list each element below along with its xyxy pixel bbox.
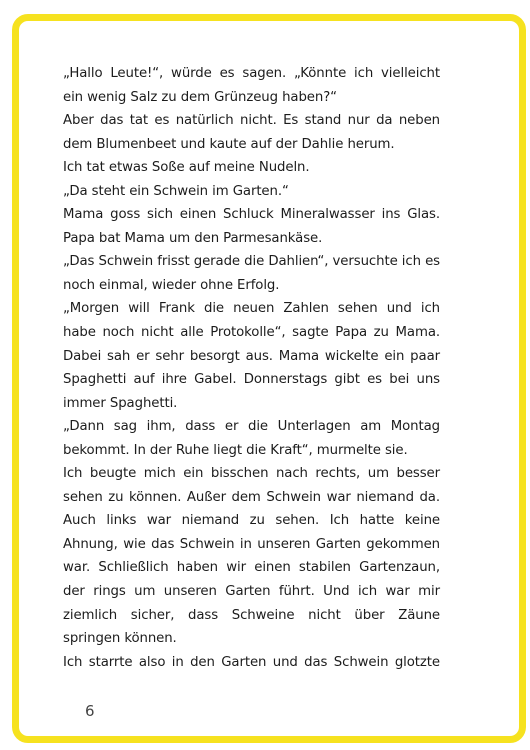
text-line: ziemlich sicher, dass Schweine nicht über Zäune: [63, 607, 440, 623]
text-line: der rings um unseren Garten führt. Und ich war mir: [63, 584, 440, 600]
text-line: bekommt. In der Ruhe liegt die Kraft“, murmelte sie.: [63, 442, 408, 458]
text-line: ein wenig Salz zu dem Grünzeug haben?“: [63, 89, 337, 105]
text-line: „Morgen will Frank die neuen Zahlen sehen und ich: [63, 301, 440, 317]
text-line: noch einmal, wieder ohne Erfolg.: [63, 277, 280, 293]
text-line: Ich tat etwas Soße auf meine Nudeln.: [63, 160, 310, 176]
text-line: Aber das tat es natürlich nicht. Es stand nur da neben: [63, 113, 440, 129]
text-line: „Hallo Leute!“, würde es sagen. „Könnte ich vielleicht: [63, 66, 440, 81]
text-line: immer Spaghetti.: [63, 395, 178, 411]
text-line: dem Blumenbeet und kaute auf der Dahlie herum.: [63, 136, 395, 152]
text-line: „Da steht ein Schwein im Garten.“: [63, 183, 289, 199]
text-line: Ahnung, wie das Schwein in unseren Garten gekommen: [63, 536, 440, 552]
text-line: Papa bat Mama um den Parmesankäse.: [63, 230, 323, 246]
text-line: Ich beugte mich ein bisschen nach rechts, um besser: [63, 466, 440, 482]
text-line: „Dann sag ihm, dass er die Unterlagen am Montag: [63, 419, 440, 435]
text-line: war. Schließlich haben wir einen stabilen Gartenzaun,: [63, 560, 440, 576]
story-text: [63, 62, 440, 674]
text-line: habe noch nicht alle Protokolle“, sagte Papa zu Mama.: [63, 325, 440, 341]
text-line: Mama goss sich einen Schluck Mineralwasser ins Glas.: [63, 207, 440, 223]
text-line: Ich starrte also in den Garten und das Schwein glotzte: [63, 654, 440, 670]
text-line: sehen zu können. Außer dem Schwein war niemand da.: [63, 489, 440, 505]
text-line: Dabei sah er sehr besorgt aus. Mama wickelte ein paar: [63, 348, 440, 364]
text-line: „Das Schwein frisst gerade die Dahlien“, versuchte ich es: [63, 254, 440, 270]
text-line: Spaghetti auf ihre Gabel. Donnerstags gibt es bei uns: [63, 372, 440, 388]
text-line: springen können.: [63, 631, 177, 647]
page-number: 6: [85, 702, 95, 720]
text-line: Auch links war niemand zu sehen. Ich hatte keine: [63, 513, 440, 529]
